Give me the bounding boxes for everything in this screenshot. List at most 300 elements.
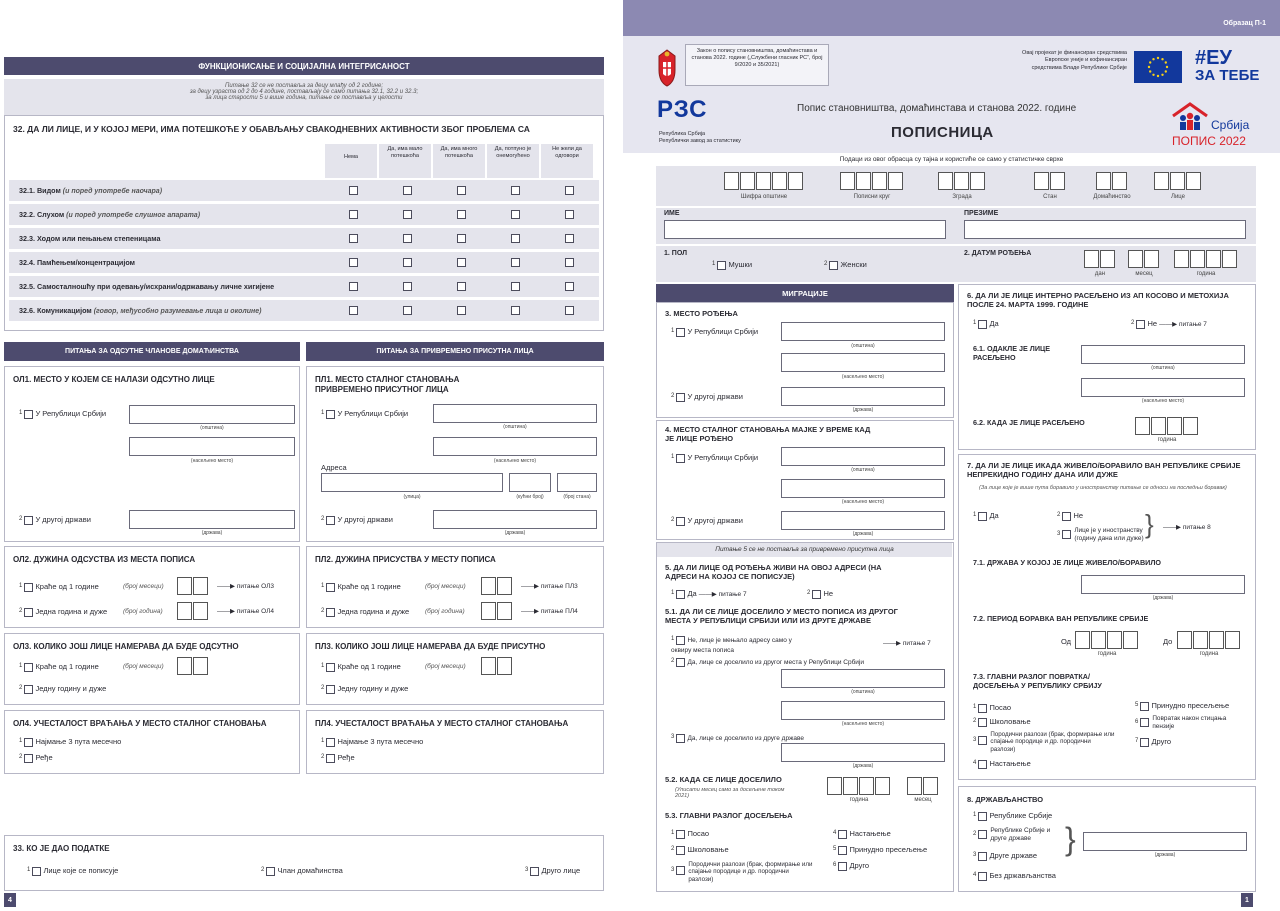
- code-boxes[interactable]: [1096, 172, 1128, 195]
- opt-other-country[interactable]: 2 У другој држави: [671, 392, 743, 401]
- checkbox[interactable]: [511, 258, 520, 267]
- opt-yes[interactable]: 1 Да: [973, 511, 999, 520]
- country-field[interactable]: [129, 510, 295, 529]
- checkbox[interactable]: [565, 186, 574, 195]
- opt-year-more[interactable]: 2 Једну годину и дуже: [321, 684, 409, 693]
- opt-label: Принудно пресељење: [1151, 701, 1230, 710]
- q62-title: 6.2. КАДА ЈЕ ЛИЦЕ РАСЕЉЕНО: [973, 418, 1085, 427]
- checkbox[interactable]: [403, 282, 412, 291]
- opt-label: Породични разлози (брак, формирање или спајање породице и др. породични разлози): [688, 861, 813, 883]
- cit-opt[interactable]: 4 Без држављанства: [973, 871, 1056, 880]
- table-row: [9, 228, 599, 249]
- panel-pl3: [306, 633, 604, 705]
- country-field[interactable]: [433, 510, 597, 529]
- opt-label: Краће од 1 године: [35, 582, 99, 591]
- opt-label: У Републици Србији: [687, 327, 759, 336]
- reason-opt[interactable]: 5 Принудно пресељење: [1135, 701, 1230, 710]
- skip-arrow: ——▶ питање ПЛ4: [521, 608, 578, 615]
- caption: (држава): [504, 530, 526, 536]
- code-label: Стан: [1043, 194, 1057, 200]
- opt-serbia[interactable]: 1 У Републици Србији: [671, 453, 759, 462]
- address-label: Адреса: [321, 463, 347, 472]
- opt-label: Једна година и дуже: [337, 607, 410, 616]
- month-label: месец: [914, 797, 932, 803]
- census-logo-text1: Србија: [1211, 118, 1250, 132]
- opt-label: У Републици Србији: [35, 409, 107, 418]
- opt-label: Ређе: [35, 753, 53, 762]
- opt-year-more[interactable]: 2 Једну годину и дуже: [19, 684, 107, 693]
- panel-q7: [958, 454, 1256, 780]
- opt-label: У Републици Србији: [687, 453, 759, 462]
- col-header: Да, потпуно је онемогућено: [487, 144, 539, 178]
- caption: (насељено место): [841, 499, 885, 505]
- caption: (општина): [1151, 365, 1175, 371]
- reason-opt[interactable]: 1 Посао: [671, 829, 710, 838]
- col-header: Да, има много потешкоћа: [433, 144, 485, 178]
- row-label: 32.2. Слухом: [19, 210, 65, 219]
- reason-opt[interactable]: 3 Породични разлози (брак, формирање или спајање породице и др. породични разлози): [671, 861, 813, 883]
- municipality-field[interactable]: [1081, 345, 1245, 364]
- rzs-sub: [659, 131, 741, 145]
- row-label: 32.5. Самосталношћу при одевању/исхрани/одржавању личне хигијене: [19, 282, 275, 291]
- q52-title: 5.2. КАДА СЕ ЛИЦЕ ДОСЕЛИЛО: [665, 775, 782, 784]
- opt-label: Посао: [989, 703, 1012, 712]
- page-number: 4: [4, 893, 16, 907]
- secret-note: Подаци из овог обрасца су тајна и користиће се само у статистичке сврхе: [839, 156, 1064, 163]
- q33-opt[interactable]: 2 Члан домаћинства: [261, 866, 343, 875]
- opt-label: Једну годину и дуже: [337, 684, 409, 693]
- caption: (општина): [851, 689, 875, 695]
- panel-q5: [656, 542, 954, 892]
- panel-ol1: [4, 366, 300, 542]
- eu-tag-line2: ЗА ТЕБЕ: [1195, 67, 1260, 84]
- checkbox[interactable]: [403, 306, 412, 315]
- opt-label: Посао: [687, 829, 710, 838]
- row-hint: (говор, међусобно разумевање лица и околине): [93, 308, 262, 315]
- ol3-title: ОЛ3. КОЛИКО ЈОШ ЛИЦЕ НАМЕРАВА ДА БУДЕ ОДСУТНО: [13, 642, 239, 651]
- skip-label: питање 8: [1182, 524, 1211, 531]
- settlement-field[interactable]: [1081, 378, 1245, 397]
- q51-opt2[interactable]: 2 Да, лице се доселило из другог места у Републици Србији: [671, 658, 864, 666]
- cit-opt[interactable]: 1 Републике Србије: [973, 811, 1053, 820]
- q51-opt1[interactable]: 1 Не, лице је мењало адресу само у оквиру места пописа: [671, 636, 792, 654]
- panel-q3: [656, 302, 954, 418]
- unit-hint: (број година): [425, 608, 465, 615]
- checkbox[interactable]: [457, 282, 466, 291]
- year-label: година: [1157, 437, 1177, 443]
- col-header: Да, има мало потешкоћа: [379, 144, 431, 178]
- row-label: 32.6. Комуникацијом: [19, 306, 92, 315]
- reason-opt[interactable]: 4 Настањење: [973, 759, 1031, 768]
- checkbox[interactable]: [349, 234, 358, 243]
- row-label: 32.1. Видом: [19, 186, 61, 195]
- code-label: Пописни круг: [853, 194, 891, 200]
- to-label: До: [1163, 637, 1173, 646]
- opt-other-country[interactable]: 2 У другој држави: [19, 515, 91, 524]
- opt-label: У другој држави: [35, 515, 91, 524]
- caption: (кућни број): [516, 494, 544, 500]
- year-label: година: [1097, 651, 1117, 657]
- reason-opt[interactable]: 5 Принудно пресељење: [833, 845, 928, 854]
- checkbox[interactable]: [457, 186, 466, 195]
- q72-title: 7.2. ПЕРИОД БОРАВКА ВАН РЕПУБЛИКЕ СРБИЈЕ: [973, 614, 1149, 623]
- opt-less-year[interactable]: 1 Краће од 1 године: [321, 582, 401, 591]
- opt-label: Републике Србије и друге државе: [990, 827, 1051, 842]
- digit-boxes[interactable]: [481, 577, 513, 600]
- table-row: [9, 300, 599, 321]
- codes-row: [656, 166, 1256, 206]
- caption: (насељено место): [841, 721, 885, 727]
- row-label: 32.4. Памћењем/концентрацијом: [19, 258, 135, 267]
- country-field[interactable]: [1081, 575, 1245, 594]
- migration-header: МИГРАЦИЈЕ: [656, 284, 954, 302]
- opt-yes[interactable]: 1 Да: [973, 319, 999, 328]
- opt-abroad[interactable]: 3 Лице је у иностранству (годину дана или дуже): [1057, 527, 1158, 542]
- ol2-title: ОЛ2. ДУЖИНА ОДСУСТВА ИЗ МЕСТА ПОПИСА: [13, 555, 196, 564]
- opt-female[interactable]: 2 Женски: [824, 260, 867, 269]
- checkbox[interactable]: [457, 234, 466, 243]
- checkbox[interactable]: [349, 306, 358, 315]
- surname-field[interactable]: [964, 220, 1246, 239]
- q7-hint: (За лице које је више пута боравило у иностранству питање се односи на последњи боравак): [979, 485, 1227, 491]
- checkbox[interactable]: [565, 306, 574, 315]
- skip-arrow: ——▶ питање ПЛ3: [521, 583, 578, 590]
- settlement-field[interactable]: [781, 479, 945, 498]
- code-label: Домаћинство: [1093, 194, 1131, 200]
- q52-hint: (Уписати месец само за досељене током 2021): [675, 787, 785, 799]
- month-boxes[interactable]: [1128, 250, 1160, 273]
- caption: (држава): [852, 531, 874, 537]
- digit-boxes[interactable]: [481, 657, 513, 680]
- reason-opt[interactable]: 6 Повратак након стицања пензије: [1135, 715, 1232, 730]
- cit-opt[interactable]: 2 Републике Србије и друге државе: [973, 827, 1051, 842]
- census-logo-text2: ПОПИС 2022: [1172, 134, 1246, 148]
- q51-title: 5.1. ДА ЛИ СЕ ЛИЦЕ ДОСЕЛИЛО У МЕСТО ПОПИСА ИЗ ДРУГОГ МЕСТА У РЕПУБЛИЦИ СРБИЈИ ИЛИ ИЗ ДРУГЕ ДРЖАВЕ: [665, 607, 898, 625]
- country-field[interactable]: [781, 511, 945, 530]
- panel-q33: [4, 835, 604, 891]
- panel-pl4: [306, 710, 604, 774]
- opt-other-country[interactable]: 2 У другој држави: [671, 516, 743, 525]
- reason-opt[interactable]: 3 Породични разлози (брак, формирање или спајање породице и др. породични разлози): [973, 731, 1115, 753]
- opt-label: Друге државе: [989, 851, 1037, 860]
- table-row: [9, 252, 599, 273]
- house-field[interactable]: [509, 473, 551, 492]
- checkbox[interactable]: [511, 282, 520, 291]
- opt-label: Друго: [849, 861, 870, 870]
- from-label: Од: [1061, 637, 1072, 646]
- q32-table: [4, 115, 604, 331]
- panel-q32: [4, 79, 604, 331]
- caption: (држава): [1152, 595, 1174, 601]
- q32-rows: [9, 180, 599, 321]
- eu-flag-icon: [1134, 51, 1182, 83]
- reason-opt[interactable]: 2 Школовање: [973, 717, 1031, 726]
- q6-title: 6. ДА ЛИ ЈЕ ЛИЦЕ ИНТЕРНО РАСЕЉЕНО ИЗ АП КОСОВО И МЕТОХИЈА ПОСЛЕ 24. МАРТА 1999. ГОДИНЕ: [967, 291, 1229, 309]
- coat-of-arms-icon: [655, 48, 679, 93]
- checkbox[interactable]: [565, 210, 574, 219]
- skip-label: питање 7: [718, 591, 747, 598]
- opt-label: Најмање 3 пута месечно: [35, 737, 122, 746]
- country-field[interactable]: [1083, 832, 1247, 851]
- digit-boxes[interactable]: [481, 602, 513, 625]
- checkbox[interactable]: [565, 258, 574, 267]
- note-line: Питање 32 се не поставља за децу млађу од 2 године;: [225, 83, 383, 89]
- unit-hint: (број месеци): [123, 583, 164, 590]
- caption: (број стана): [563, 494, 591, 500]
- reason-opt[interactable]: 1 Посао: [973, 703, 1012, 712]
- opt-label: Лице које се пописује: [43, 866, 119, 875]
- col-header: Нема: [325, 144, 377, 178]
- q33-opt[interactable]: 1 Лице које се пописује: [27, 866, 119, 875]
- municipality-field[interactable]: [781, 669, 945, 688]
- code-boxes[interactable]: [840, 172, 904, 195]
- opt-label: Члан домаћинства: [277, 866, 343, 875]
- opt-less-year[interactable]: 1 Краће од 1 године: [321, 662, 401, 671]
- q5-note: Питање 5 се не поставља за привремено присутна лица: [715, 546, 894, 553]
- opt-label: У другој држави: [337, 515, 393, 524]
- brace: }: [1065, 821, 1076, 857]
- census-title: Попис становништва, домаћинстава и станова 2022. године: [797, 103, 1077, 114]
- eu-tag: [1195, 48, 1259, 83]
- code-label: Зграда: [952, 194, 972, 200]
- panel-pl1: [306, 366, 604, 542]
- skip-arrow: ——▶ питање ОЛ3: [217, 583, 275, 590]
- opt-year-more[interactable]: 2 Једна година и дуже: [321, 607, 410, 616]
- digit-boxes[interactable]: [177, 602, 209, 625]
- reason-opt[interactable]: 4 Настањење: [833, 829, 891, 838]
- caption: (насељено место): [493, 458, 537, 464]
- checkbox[interactable]: [349, 186, 358, 195]
- opt-label: Принудно пресељење: [849, 845, 928, 854]
- q33-opt[interactable]: 3 Друго лице: [525, 866, 581, 875]
- skip-label: питање ОЛ4: [236, 608, 275, 615]
- opt-rarer[interactable]: 2 Ређе: [321, 753, 355, 762]
- opt-label: Лице је у иностранству (годину дана или дуже): [1074, 527, 1144, 542]
- opt-label: Једну годину и дуже: [35, 684, 107, 693]
- flat-field[interactable]: [557, 473, 597, 492]
- right-page: [623, 0, 1280, 911]
- absent-header: ПИТАЊА ЗА ОДСУТНЕ ЧЛАНОВЕ ДОМАЋИНСТВА: [4, 342, 300, 361]
- opt-no[interactable]: 2 Не: [1057, 511, 1084, 520]
- checkbox[interactable]: [403, 210, 412, 219]
- opt-label: Да, лице се доселило из другог места у Републици Србији: [687, 659, 864, 666]
- code-boxes[interactable]: [1154, 172, 1202, 195]
- checkbox[interactable]: [349, 258, 358, 267]
- country-field[interactable]: [781, 387, 945, 406]
- opt-label: Да, лице се доселило из друге државе: [687, 735, 805, 742]
- opt-label: Да: [687, 589, 697, 598]
- checkbox[interactable]: [511, 186, 520, 195]
- opt-serbia[interactable]: 1 У Републици Србији: [671, 327, 759, 336]
- panel-ol2: [4, 546, 300, 628]
- q53-title: 5.3. ГЛАВНИ РАЗЛОГ ДОСЕЉЕЊА: [665, 811, 793, 820]
- top-band: [623, 0, 1280, 36]
- skip-label: питање 7: [1178, 321, 1207, 328]
- ol4-title: ОЛ4. УЧЕСТАЛОСТ ВРАЋАЊА У МЕСТО СТАЛНОГ СТАНОВАЊА: [13, 719, 267, 728]
- settlement-field[interactable]: [433, 437, 597, 456]
- q7-title: 7. ДА ЛИ ЈЕ ЛИЦЕ ИКАДА ЖИВЕЛО/БОРАВИЛО ВАН РЕПУБЛИКЕ СРБИЈЕ НЕПРЕКИДНО ГОДИНУ ДАНА ИЛИ ДУЖЕ: [967, 461, 1241, 479]
- caption: (држава): [1154, 852, 1176, 858]
- municipality-field[interactable]: [781, 322, 945, 341]
- street-field[interactable]: [321, 473, 503, 492]
- settlement-field[interactable]: [781, 701, 945, 720]
- q8-title: 8. ДРЖАВЉАНСТВО: [967, 795, 1044, 804]
- q73-title: 7.3. ГЛАВНИ РАЗЛОГ ПОВРАТКА/ ДОСЕЉЕЊА У РЕПУБЛИКУ СРБИЈУ: [973, 672, 1102, 690]
- code-boxes[interactable]: [1034, 172, 1066, 195]
- brace: }: [1145, 509, 1154, 539]
- checkbox[interactable]: [403, 234, 412, 243]
- reason-opt[interactable]: 7 Друго: [1135, 737, 1172, 746]
- pl1-title: ПЛ1. МЕСТО СТАЛНОГ СТАНОВАЊА ПРИВРЕМЕНО ПРИСУТНОГ ЛИЦА: [315, 375, 460, 394]
- q2-title: 2. ДАТУМ РОЂЕЊА: [964, 250, 1032, 257]
- opt-no[interactable]: 2 Не ——▶ питање 7: [1131, 319, 1207, 328]
- opt-label: Женски: [840, 260, 867, 269]
- checkbox[interactable]: [565, 234, 574, 243]
- code-label: Шифра општине: [740, 194, 788, 200]
- q33-title: 33. КО ЈЕ ДАО ПОДАТКЕ: [13, 844, 110, 853]
- checkbox[interactable]: [403, 186, 412, 195]
- reason-opt[interactable]: 2 Школовање: [671, 845, 729, 854]
- rzs-sub-line: Републички завод за статистику: [659, 138, 741, 145]
- ol1-title: ОЛ1. МЕСТО У КОЈЕМ СЕ НАЛАЗИ ОДСУТНО ЛИЦЕ: [13, 375, 215, 384]
- row-hint: (и поред употребе наочара): [62, 188, 163, 195]
- opt-label: Да: [989, 319, 999, 328]
- opt-label: Најмање 3 пута месечно: [337, 737, 424, 746]
- municipality-field[interactable]: [129, 405, 295, 424]
- caption: (држава): [201, 530, 223, 536]
- skip-arrow: ——▶ питање ОЛ4: [217, 608, 275, 615]
- opt-min3[interactable]: 1 Најмање 3 пута месечно: [321, 737, 424, 746]
- opt-year-more[interactable]: 2 Једна година и дуже: [19, 607, 108, 616]
- municipality-field[interactable]: [433, 404, 597, 423]
- unit-hint: (број година): [123, 608, 163, 615]
- settlement-field[interactable]: [781, 353, 945, 372]
- rzs-logo: РЗС: [657, 96, 708, 123]
- opt-label: Друго: [1151, 737, 1172, 746]
- section-header-functioning: ФУНКЦИОНИСАЊЕ И СОЦИЈАЛНА ИНТЕГРИСАНОСТ: [4, 57, 604, 75]
- caption: (општина): [200, 425, 224, 431]
- day-boxes[interactable]: [1084, 250, 1116, 273]
- law-text: Закон о попису становништва, домаћинстава и станова 2022. године („Службени гласник РС”, број 9/2020 и 35/2021): [691, 48, 823, 69]
- checkbox[interactable]: [565, 282, 574, 291]
- month-label: месец: [1135, 271, 1153, 277]
- year-label: година: [849, 797, 869, 803]
- opt-label: Породични разлози (брак, формирање или спајање породице и др. породични разлози): [990, 731, 1115, 753]
- pl4-title: ПЛ4. УЧЕСТАЛОСТ ВРАЋАЊА У МЕСТО СТАЛНОГ СТАНОВАЊА: [315, 719, 569, 728]
- opt-label: Настањење: [989, 759, 1031, 768]
- census-logo-icon: [1171, 102, 1209, 137]
- checkbox[interactable]: [403, 258, 412, 267]
- opt-label: Краће од 1 године: [337, 662, 401, 671]
- code-boxes[interactable]: [938, 172, 986, 195]
- cit-opt[interactable]: 3 Друге државе: [973, 851, 1037, 860]
- q61-title: 6.1. ОДАКЛЕ ЈЕ ЛИЦЕ РАСЕЉЕНО: [973, 344, 1051, 362]
- opt-other-country[interactable]: 2 У другој држави: [321, 515, 393, 524]
- digit-boxes[interactable]: [177, 657, 209, 680]
- name-label: ИМЕ: [664, 210, 680, 217]
- checkbox[interactable]: [511, 306, 520, 315]
- opt-label: Школовање: [687, 845, 729, 854]
- caption: (општина): [851, 343, 875, 349]
- q3-title: 3. МЕСТО РОЂЕЊА: [665, 309, 738, 318]
- opt-no[interactable]: 2 Не: [807, 589, 834, 598]
- reason-opt[interactable]: 6 Друго: [833, 861, 870, 870]
- caption: (улица): [403, 494, 421, 500]
- opt-label: Републике Србије: [989, 811, 1053, 820]
- sex-birth-row: [656, 246, 1256, 282]
- opt-label: Да: [989, 511, 999, 520]
- opt-label: У Републици Србији: [337, 409, 409, 418]
- checkbox[interactable]: [511, 234, 520, 243]
- row-label: 32.3. Ходом или пењањем степеницама: [19, 234, 161, 243]
- municipality-field[interactable]: [781, 447, 945, 466]
- q51-opt3[interactable]: 3 Да, лице се доселило из друге државе: [671, 734, 805, 742]
- opt-rarer[interactable]: 2 Ређе: [19, 753, 53, 762]
- pl3-title: ПЛ3. КОЛИКО ЈОШ ЛИЦЕ НАМЕРАВА ДА БУДЕ ПРИСУТНО: [315, 642, 546, 651]
- checkbox[interactable]: [511, 210, 520, 219]
- q71-title: 7.1. ДРЖАВА У КОЈОЈ ЈЕ ЛИЦЕ ЖИВЕЛО/БОРАВИЛО: [973, 558, 1161, 567]
- skip-label: питање ПЛ3: [540, 583, 578, 590]
- checkbox[interactable]: [457, 210, 466, 219]
- unit-hint: (број месеци): [425, 583, 466, 590]
- opt-male[interactable]: 1 Мушки: [712, 260, 753, 269]
- opt-label: Школовање: [989, 717, 1031, 726]
- form-number: Образац П-1: [1223, 20, 1266, 27]
- opt-serbia[interactable]: 1 У Републици Србији: [321, 409, 409, 418]
- name-field[interactable]: [664, 220, 946, 239]
- year-boxes[interactable]: [1174, 250, 1238, 273]
- opt-serbia[interactable]: 1 У Републици Србији: [19, 409, 107, 418]
- opt-label: Повратак након стицања пензије: [1152, 715, 1227, 730]
- code-boxes[interactable]: [724, 172, 804, 195]
- opt-less-year[interactable]: 1 Краће од 1 године: [19, 662, 99, 671]
- country-field[interactable]: [781, 743, 945, 762]
- checkbox[interactable]: [349, 210, 358, 219]
- left-page: [0, 0, 612, 911]
- unit-hint: (број месеци): [425, 663, 466, 670]
- caption: (насељено место): [1141, 398, 1185, 404]
- checkbox[interactable]: [457, 306, 466, 315]
- opt-label: Краће од 1 године: [35, 662, 99, 671]
- q32-title: 32. ДА ЛИ ЛИЦЕ, И У КОЈОЈ МЕРИ, ИМА ПОТЕШКОЋЕ У ОБАВЉАЊУ СВАКОДНЕВНИХ АКТИВНОСТИ ЗБОГ ПРОБЛЕМА СА: [13, 124, 530, 134]
- skip-label: питање ОЛ3: [236, 583, 275, 590]
- opt-min3[interactable]: 1 Најмање 3 пута месечно: [19, 737, 122, 746]
- opt-label: Ређе: [337, 753, 355, 762]
- note-line: за лица старости 5 и више година, питање се поставља у целости: [205, 95, 403, 101]
- code-label: Лице: [1171, 194, 1185, 200]
- year-label: година: [1196, 271, 1216, 277]
- table-row: [9, 180, 599, 201]
- row-hint: (и поред употребе слушног апарата): [66, 212, 201, 219]
- settlement-field[interactable]: [129, 437, 295, 456]
- caption: (насељено место): [190, 458, 234, 464]
- day-label: дан: [1094, 271, 1106, 277]
- surname-label: ПРЕЗИМЕ: [964, 210, 999, 217]
- opt-label: Једна година и дуже: [35, 607, 108, 616]
- skip-arrow: ——▶ питање 7: [883, 640, 931, 647]
- checkbox[interactable]: [457, 258, 466, 267]
- opt-label: Не: [1073, 511, 1084, 520]
- panel-q8: [958, 786, 1256, 892]
- opt-less-year[interactable]: 1 Краће од 1 године: [19, 582, 99, 591]
- col-header: Не жели да одговори: [541, 144, 593, 178]
- caption: (општина): [851, 467, 875, 473]
- checkbox[interactable]: [349, 282, 358, 291]
- panel-ol4: [4, 710, 300, 774]
- panel-pl2: [306, 546, 604, 628]
- opt-yes[interactable]: 1 Да ——▶ питање 7: [671, 589, 747, 598]
- digit-boxes[interactable]: [177, 577, 209, 600]
